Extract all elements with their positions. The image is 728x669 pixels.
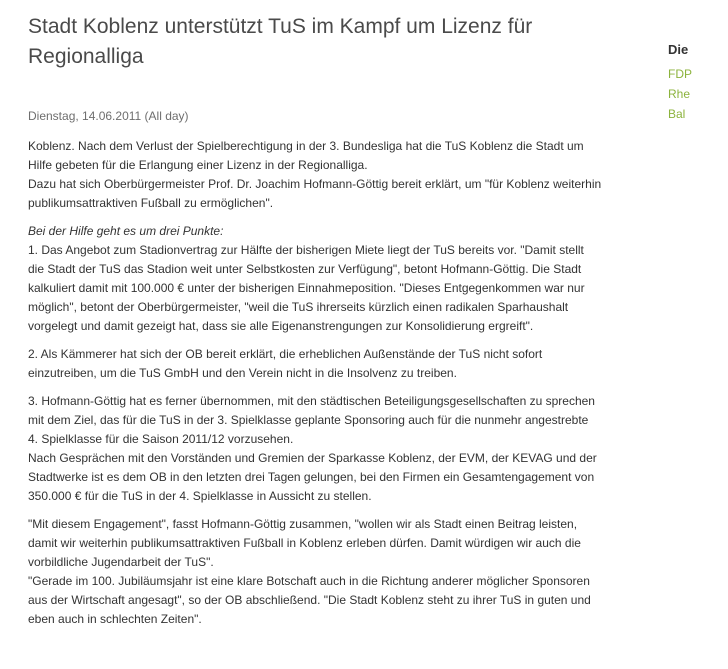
sidebar-link[interactable]: Rhe xyxy=(668,87,691,101)
text-line: einzutreiben, um die TuS GmbH und den Verein nicht in die Insolvenz zu treiben. xyxy=(28,366,457,380)
text-line: damit wir weiterhin publikumsattraktiven Fußball in Koblenz erleben dürfen. Damit würdigen wir auch die xyxy=(28,536,581,550)
text-line: vorbildliche Jugendarbeit der TuS". xyxy=(28,555,214,569)
text-line: vorgelegt und damit gezeigt hat, dass sie alle Eigenanstrengungen zur Konsolidierung ergreift". xyxy=(28,319,534,333)
text-line: kalkuliert damit mit 100.000 € unter der bisherigen Einnahmeposition. "Dieses Entgegenkommen war nur xyxy=(28,281,585,295)
text-line: "Gerade im 100. Jubiläumsjahr ist eine klare Botschaft auch in die Richtung anderer möglicher Sponsoren xyxy=(28,574,590,588)
paragraph-point-3 xyxy=(28,392,653,506)
sidebar-link[interactable]: FDP xyxy=(668,67,692,81)
text-line: Nach Gesprächen mit den Vorständen und Gremien der Sparkasse Koblenz, der EVM, der KEVAG und der xyxy=(28,451,597,465)
text-line: 1. Das Angebot zum Stadionvertrag zur Hälfte der bisherigen Miete liegt der TuS bereits vor. "Damit stellt xyxy=(28,243,584,257)
text-line: 4. Spielklasse für die Saison 2011/12 vorzusehen. xyxy=(28,432,294,446)
text-line: Koblenz. Nach dem Verlust der Spielberechtigung in der 3. Bundesliga hat die TuS Koblenz die Stadt um xyxy=(28,139,584,153)
text-line: Hilfe gebeten für die Erlangung einer Lizenz in der Regionalliga. xyxy=(28,158,368,172)
paragraph-point-1 xyxy=(28,222,653,336)
text-line: die Stadt der TuS das Stadion weit unter Selbstkosten zur Verfügung", betont Hofmann-Göttig. Die Stadt xyxy=(28,262,582,276)
text-line: 350.000 € für die TuS in der 4. Spielklasse in Aussicht zu stellen. xyxy=(28,489,372,503)
article xyxy=(28,12,653,629)
text-line: 3. Hofmann-Göttig hat es ferner übernommen, mit den städtischen Beteiligungsgesellschaften zu sprechen xyxy=(28,394,595,408)
article-date: Dienstag, 14.06.2011 (All day) xyxy=(28,109,189,123)
text-line: aus der Wirtschaft angesagt", so der OB abschließend. "Die Stadt Koblenz steht zu ihrer TuS in guten und xyxy=(28,593,591,607)
paragraph-intro xyxy=(28,137,653,213)
sidebar-title: Die xyxy=(668,42,689,57)
sidebar xyxy=(668,40,728,124)
text-line: publikumsattraktiven Fußball zu ermöglichen". xyxy=(28,196,274,210)
text-line: "Mit diesem Engagement", fasst Hofmann-Göttig zusammen, "wollen wir als Stadt einen Beitrag leisten, xyxy=(28,517,578,531)
paragraph-quote xyxy=(28,515,653,629)
title-line: Stadt Koblenz unterstützt TuS im Kampf um Lizenz für xyxy=(28,15,533,38)
text-line: eben auch in schlechten Zeiten". xyxy=(28,612,202,626)
article-title xyxy=(28,12,653,72)
sidebar-link[interactable]: Bal xyxy=(668,107,686,121)
text-line: möglich", betont der Oberbürgermeister, "weil die TuS ihrerseits kürzlich einen radikalen Sparhaushalt xyxy=(28,300,569,314)
text-line: mit dem Ziel, das für die TuS in der 3. Spielklasse geplante Sponsoring auch für die nunmehr angestrebte xyxy=(28,413,589,427)
title-line: Regionalliga xyxy=(28,45,144,68)
points-intro: Bei der Hilfe geht es um drei Punkte: xyxy=(28,224,224,238)
text-line: 2. Als Kämmerer hat sich der OB bereit erklärt, die erheblichen Außenstände der TuS nicht sofort xyxy=(28,347,543,361)
text-line: Stadtwerke ist es dem OB in den letzten drei Tagen gelungen, bei den Firmen ein Gesamtengagement von xyxy=(28,470,595,484)
article-body xyxy=(28,137,653,629)
paragraph-point-2 xyxy=(28,345,653,383)
text-line: Dazu hat sich Oberbürgermeister Prof. Dr. Joachim Hofmann-Göttig bereit erklärt, um "für Koblenz weiterhin xyxy=(28,177,602,191)
